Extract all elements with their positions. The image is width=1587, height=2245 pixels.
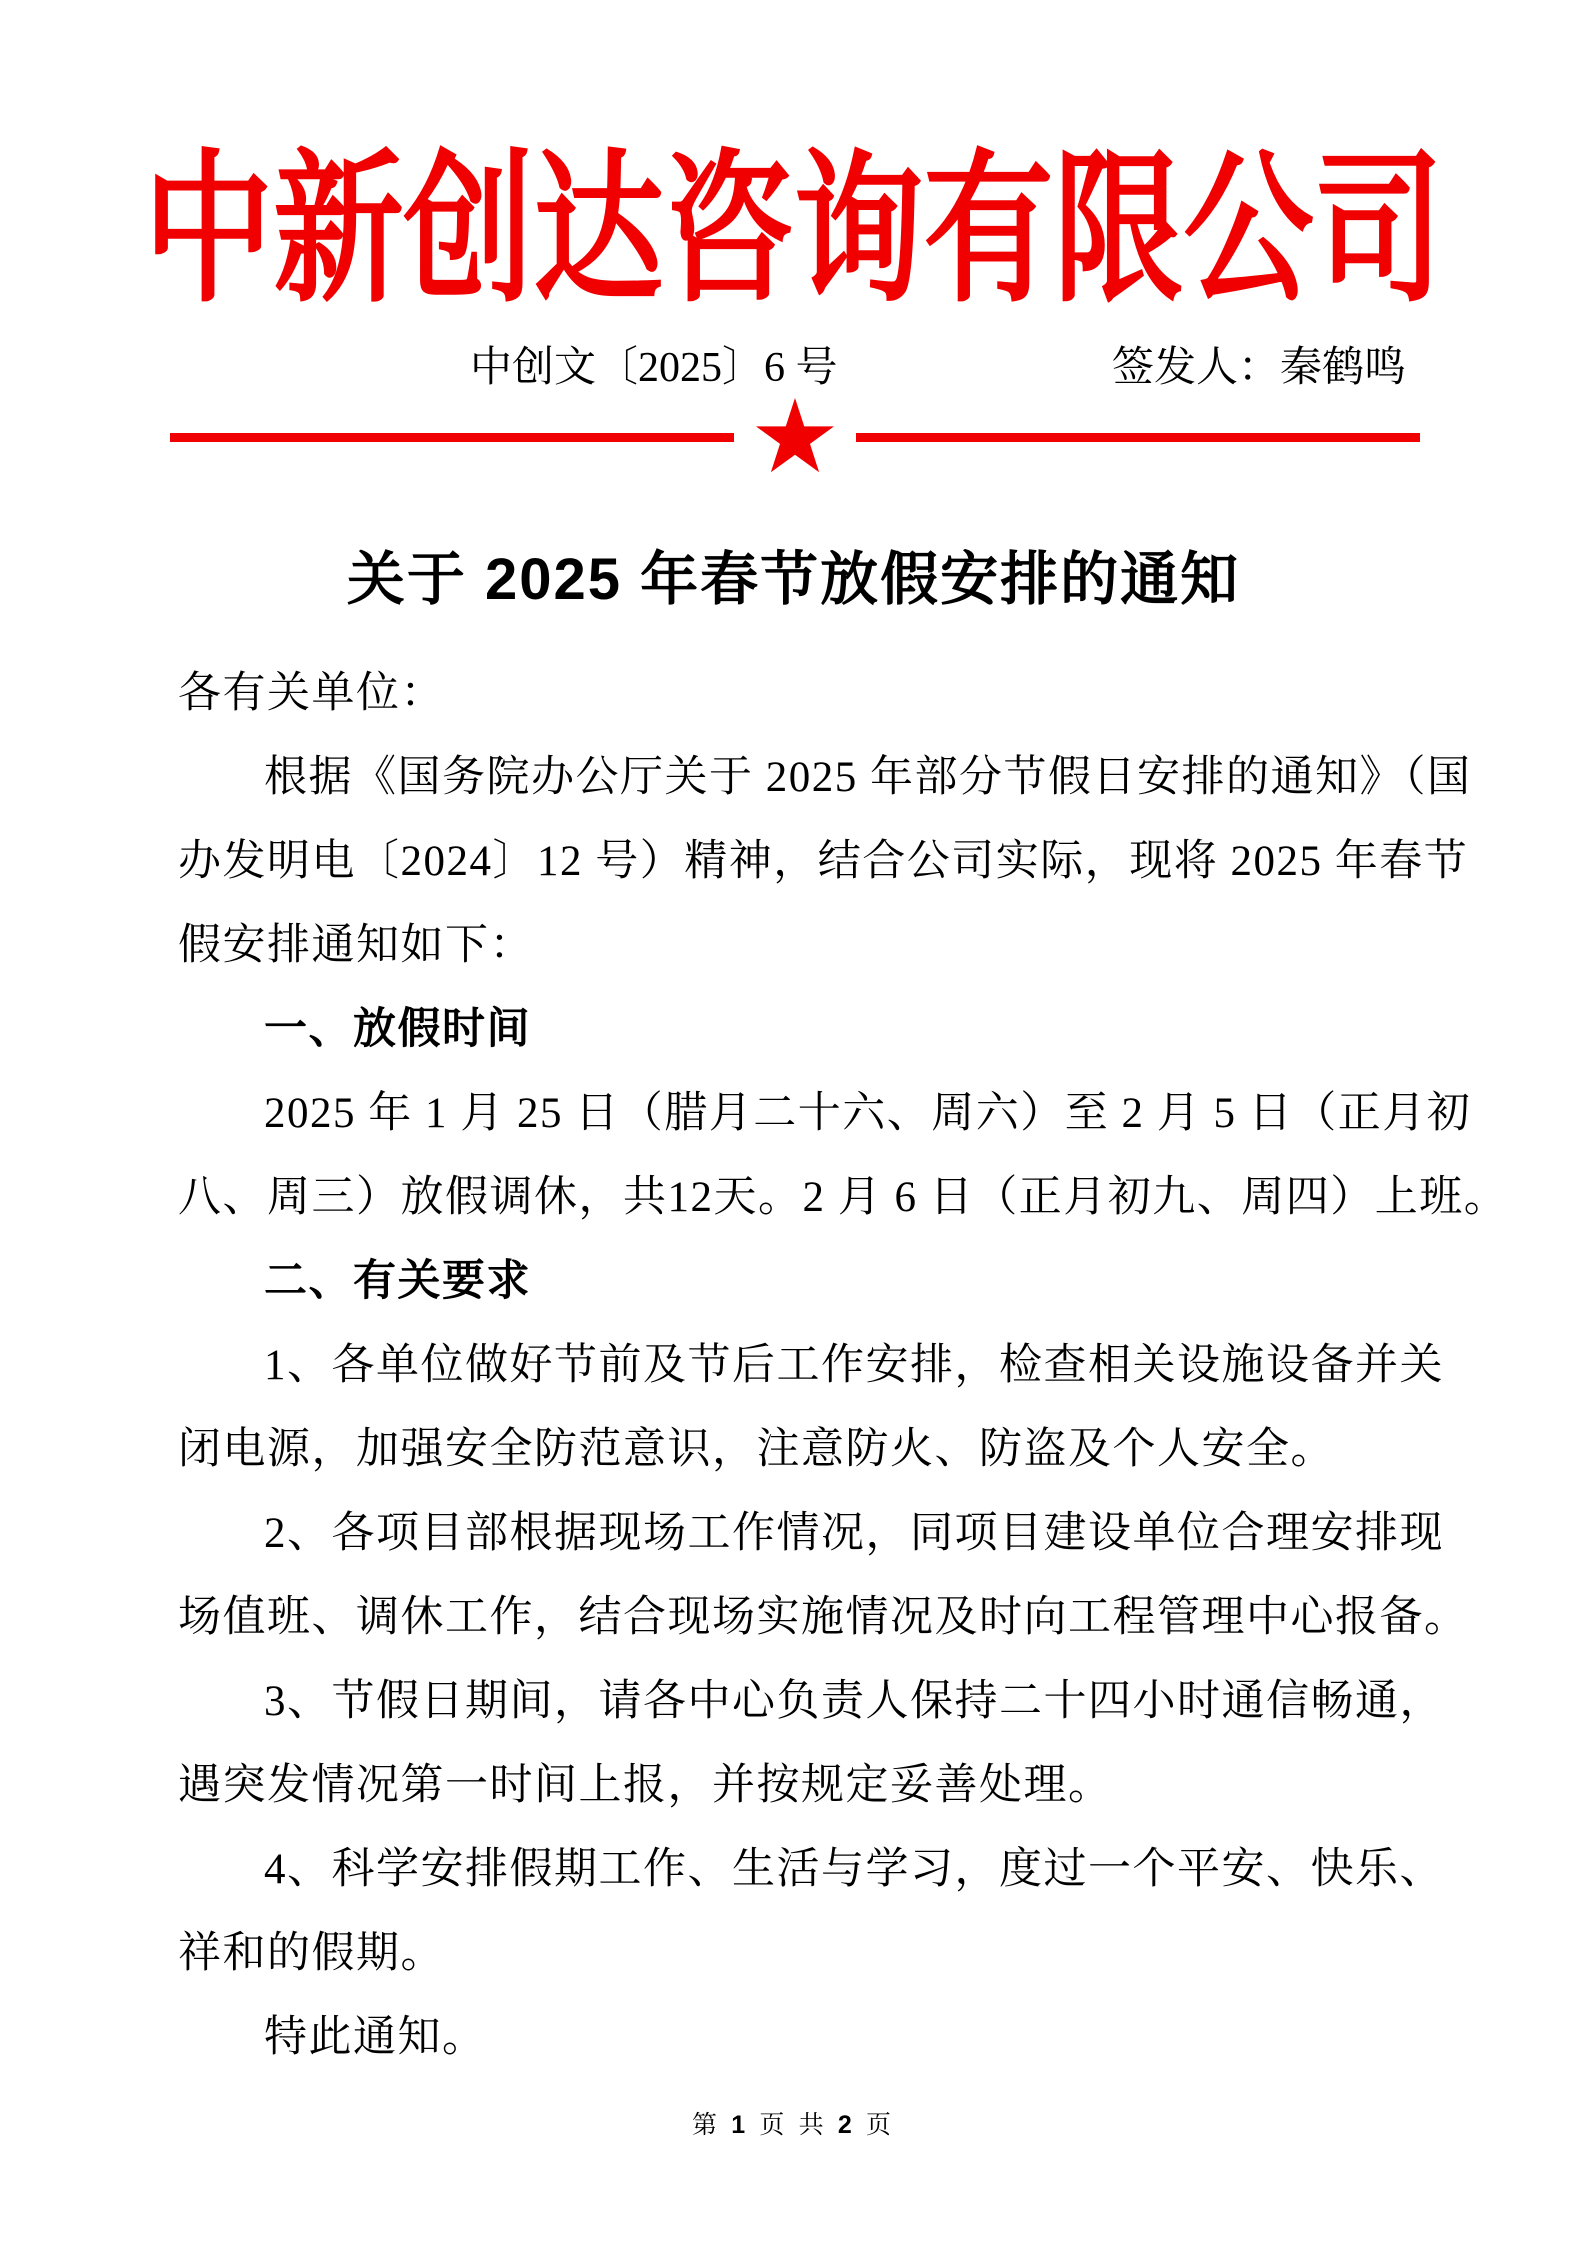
section-heading: 二、有关要求: [264, 1258, 531, 1305]
body-line: 八、周三）放假调休，共12天。2 月 6 日（正月初九、周四）上班。: [178, 1174, 1509, 1221]
body-line: 1、各单位做好节前及节后工作安排，检查相关设施设备并关: [264, 1342, 1444, 1389]
body-line: 4、科学安排假期工作、生活与学习，度过一个平安、快乐、: [264, 1846, 1444, 1893]
divider-line-right: [856, 433, 1420, 442]
total-page-number: 2: [837, 2111, 856, 2139]
body-line: 2、各项目部根据现场工作情况，同项目建设单位合理安排现: [264, 1510, 1444, 1557]
body-line: 根据《国务院办公厅关于 2025 年部分节假日安排的通知》（国: [264, 754, 1472, 801]
footer-prefix: 第: [691, 2112, 732, 2139]
body-line: 各有关单位：: [178, 670, 445, 717]
body-line: 祥和的假期。: [178, 1930, 445, 1977]
star-icon: [756, 398, 834, 476]
company-masthead: 中新创达咨询有限公司: [143, 141, 1444, 323]
body-line: 3、节假日期间，请各中心负责人保持二十四小时通信畅通，: [264, 1678, 1444, 1725]
document-number-row: [0, 342, 1587, 394]
footer-suffix: 页: [855, 2112, 896, 2139]
body-line: 特此通知。: [264, 2014, 487, 2061]
footer-middle: 页 共: [749, 2112, 838, 2139]
body-line: 办发明电〔2024〕12 号）精神，结合公司实际，现将 2025 年春节: [178, 838, 1469, 885]
body-line: 闭电源，加强安全防范意识，注意防火、防盗及个人安全。: [178, 1426, 1335, 1473]
body-line: 遇突发情况第一时间上报，并按规定妥善处理。: [178, 1762, 1113, 1809]
section-heading: 一、放假时间: [264, 1006, 531, 1053]
current-page-number: 1: [731, 2111, 750, 2139]
document-number: 中创文〔2025〕6 号: [470, 345, 838, 391]
issuer-name: 签发人：秦鹤鸣: [1112, 345, 1407, 391]
body-lines: [178, 652, 1509, 2080]
red-divider-rule: [170, 398, 1420, 476]
divider-line-left: [170, 433, 734, 442]
body-line: 假安排通知如下：: [178, 922, 534, 969]
document-title: 关于 2025 年春节放假安排的通知: [346, 547, 1241, 612]
page-number-footer: [0, 2108, 1587, 2143]
body-line: 2025 年 1 月 25 日（腊月二十六、周六）至 2 月 5 日（正月初: [264, 1090, 1472, 1137]
body-line: 场值班、调休工作，结合现场实施情况及时向工程管理中心报备。: [178, 1594, 1469, 1641]
